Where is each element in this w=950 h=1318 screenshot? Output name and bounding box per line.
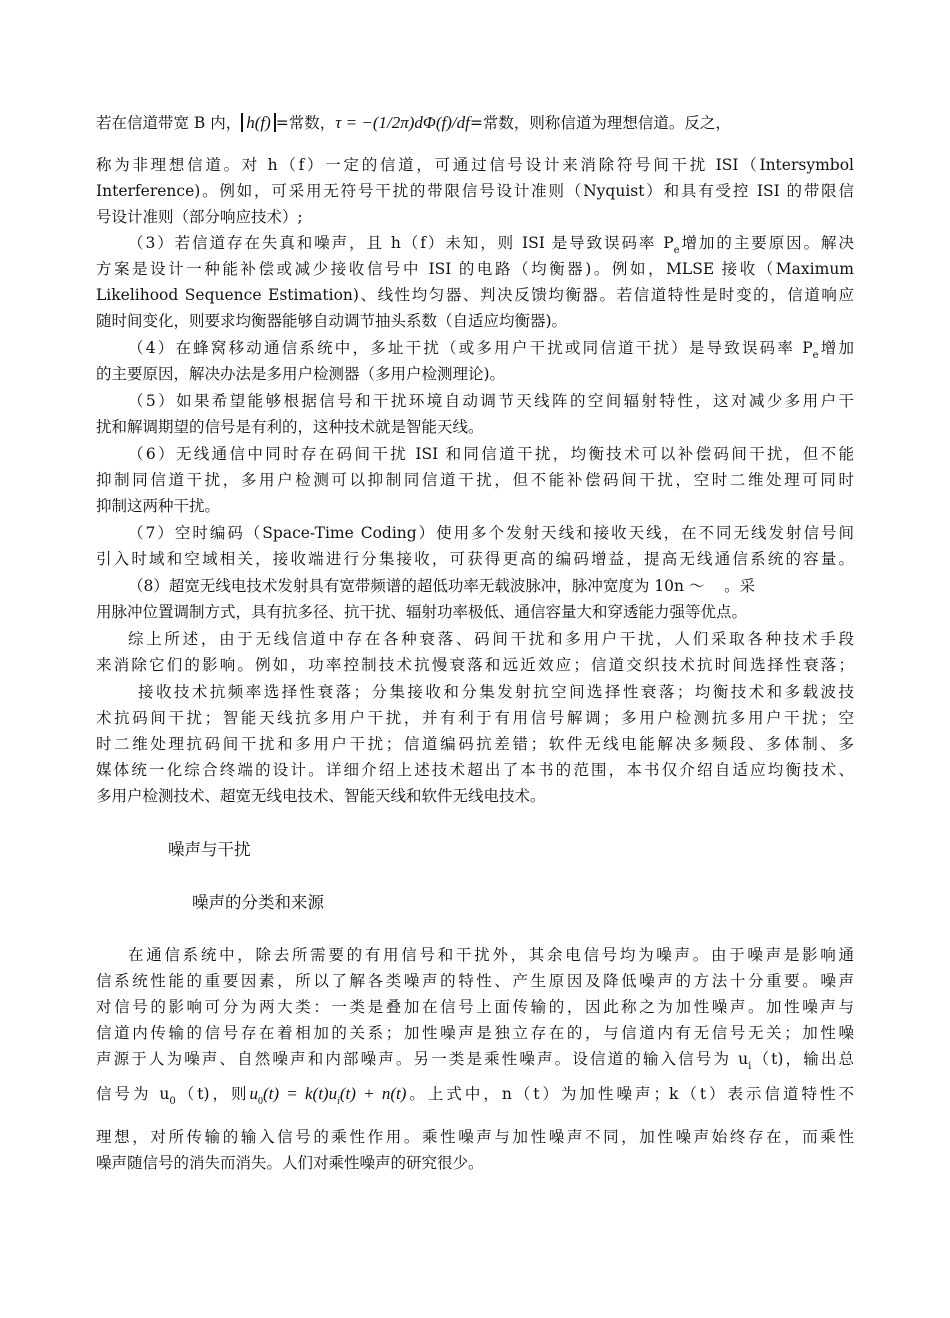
- paragraph-line: 时二维处理抗码间干扰和多用户干扰；信道编码抗差错；软件无线电能解决多频段、多体制、多: [96, 735, 854, 753]
- text: 若在信道带宽 B 内，: [96, 114, 242, 132]
- subscript: 0: [169, 1096, 176, 1107]
- text: =常数，则称信道为理想信道。反之，: [469, 114, 731, 132]
- paragraph-line: （6）无线通信中同时存在码间干扰 ISI 和同信道干扰，均衡技术可以补偿码间干扰，但不能: [128, 445, 854, 463]
- section-heading: 噪声与干扰: [168, 840, 251, 859]
- paragraph-line: 随时间变化，则要求均衡器能够自动调节抽头系数（自适应均衡器)。: [96, 312, 568, 330]
- paragraph-line: 术抗码间干扰；智能天线抗多用户干扰，并有利于有用信号解调；多用户检测抗多用户干扰；空: [96, 709, 854, 727]
- paragraph-line: 信系统性能的重要因素，所以了解各类噪声的特性、产生原因及降低噪声的方法十分重要。噪声: [96, 972, 854, 990]
- paragraph-line: 接收技术抗频率选择性衰落；分集接收和分集发射抗空间选择性衰落；均衡技术和多载波技: [138, 683, 854, 701]
- paragraph-line: 抑制这两种干扰。: [96, 497, 221, 515]
- text: 增加的主要原因。解决: [679, 234, 854, 252]
- paragraph-line: 信道内传输的信号存在着相加的关系；加性噪声是独立存在的，与信道内有无信号无关；加性噪: [96, 1024, 854, 1042]
- paragraph-line: 综上所述，由于无线信道中存在各种衰落、码间干扰和多用户干扰，人们采取各种技术手段: [128, 630, 854, 648]
- paragraph-line: 媒体统一化综合终端的设计。详细介绍上述技术超出了本书的范围，本书仅介绍自适应均衡技术、: [96, 761, 854, 779]
- paragraph-line: 来消除它们的影响。例如，功率控制技术抗慢衰落和远近效应；信道交织技术抗时间选择性衰落；: [96, 656, 854, 674]
- paragraph-line: [96, 1047, 854, 1079]
- subscript: i: [748, 1061, 752, 1072]
- noise-equation: [249, 1084, 407, 1107]
- paragraph-line: 方案是设计一种能补偿或减少接收信号中 ISI 的电路（均衡器)。例如，MLSE 接收（Maximum: [96, 260, 854, 278]
- paragraph-line: （8）超宽无线电技术发射具有宽带频谱的超低功率无载波脉冲，脉冲宽度为 10n ～ 。采: [128, 577, 756, 595]
- eq-subscript: 0: [257, 1096, 263, 1107]
- abs-h-formula: h(f): [241, 113, 276, 132]
- paragraph-line: Interference)。例如，可采用无符号干扰的带限信号设计准则（Nyquist）和具有受控 ISI 的带限信: [96, 182, 854, 200]
- paragraph-line: 对信号的影响可分为两大类：一类是叠加在信号上面传输的，因此称之为加性噪声。加性噪声与: [96, 998, 854, 1016]
- subsection-heading: 噪声的分类和来源: [192, 893, 324, 912]
- paragraph-line: 抑制同信道干扰，多用户检测可以抑制同信道干扰，但不能补偿码间干扰，空时二维处理可同时: [96, 471, 854, 489]
- paragraph-line: 多用户检测技术、超宽无线电技术、智能天线和软件无线电技术。: [96, 787, 546, 805]
- paragraph-line: Likelihood Sequence Estimation)、线性均匀器、判决反馈均衡器。若信道特性是时变的，信道响应: [96, 286, 854, 304]
- paragraph-line: 称为非理想信道。对 h（f）一定的信道，可通过信号设计来消除符号间干扰 ISI（Intersymbol: [96, 156, 854, 174]
- text: （3）若信道存在失真和噪声，且 h（f）未知，则 ISI 是导致误码率 P: [128, 234, 674, 252]
- paragraph-line-equation: [96, 1079, 854, 1109]
- text: 信号为 u: [96, 1085, 170, 1103]
- subscript: e: [812, 350, 819, 361]
- text: =常数，: [275, 114, 336, 132]
- eq-subscript: i: [337, 1096, 340, 1107]
- text: （t)，则: [175, 1085, 250, 1103]
- paragraph-line: 用脉冲位置调制方式，具有抗多径、抗干扰、辐射功率极低、通信容量大和穿透能力强等优点。: [96, 603, 748, 621]
- paragraph-line: 噪声随信号的消失而消失。人们对乘性噪声的研究很少。: [96, 1154, 484, 1172]
- paragraph-ideal-channel-line-1: [96, 108, 854, 138]
- paragraph-line: 号设计准则（部分响应技术）;: [96, 208, 303, 226]
- paragraph-line: （7）空时编码（Space-Time Coding）使用多个发射天线和接收天线，在不同无线发射信号间: [128, 524, 854, 542]
- text: 。上式中，n（t）为加性噪声；k（t）表示信道特性不: [406, 1085, 854, 1103]
- eq-part: (t) + n(t): [339, 1084, 407, 1103]
- paragraph-line: 理想，对所传输的输入信号的乘性作用。乘性噪声与加性噪声不同，加性噪声始终存在，而乘性: [96, 1128, 854, 1146]
- paragraph-line: （5）如果希望能够根据信号和干扰环境自动调节天线阵的空间辐射特性，这对减少多用户干: [128, 392, 854, 410]
- paragraph-line: 的主要原因，解决办法是多用户检测器（多用户检测理论)。: [96, 365, 506, 383]
- text: 增加: [818, 339, 854, 357]
- eq-part: (t) = k(t)u: [262, 1084, 338, 1103]
- paragraph-line: 在通信系统中，除去所需要的有用信号和干扰外，其余电信号均为噪声。由于噪声是影响通: [128, 946, 854, 964]
- tau-formula: τ = −(1/2π)dΦ(f)/df: [335, 113, 470, 132]
- subscript: e: [673, 245, 680, 256]
- paragraph-line: 扰和解调期望的信号是有利的，这种技术就是智能天线。: [96, 418, 484, 436]
- text: （4）在蜂窝移动通信系统中，多址干扰（或多用户干扰或同信道干扰）是导致误码率 P: [128, 339, 813, 357]
- text: 声源于人为噪声、自然噪声和内部噪声。另一类是乘性噪声。设信道的输入信号为 u: [96, 1050, 749, 1068]
- paragraph-line: 引入时域和空域相关，接收端进行分集接收，可获得更高的编码增益，提高无线通信系统的容量。: [96, 550, 854, 568]
- eq-part: u: [249, 1084, 258, 1103]
- text: （t)，输出总: [751, 1050, 854, 1068]
